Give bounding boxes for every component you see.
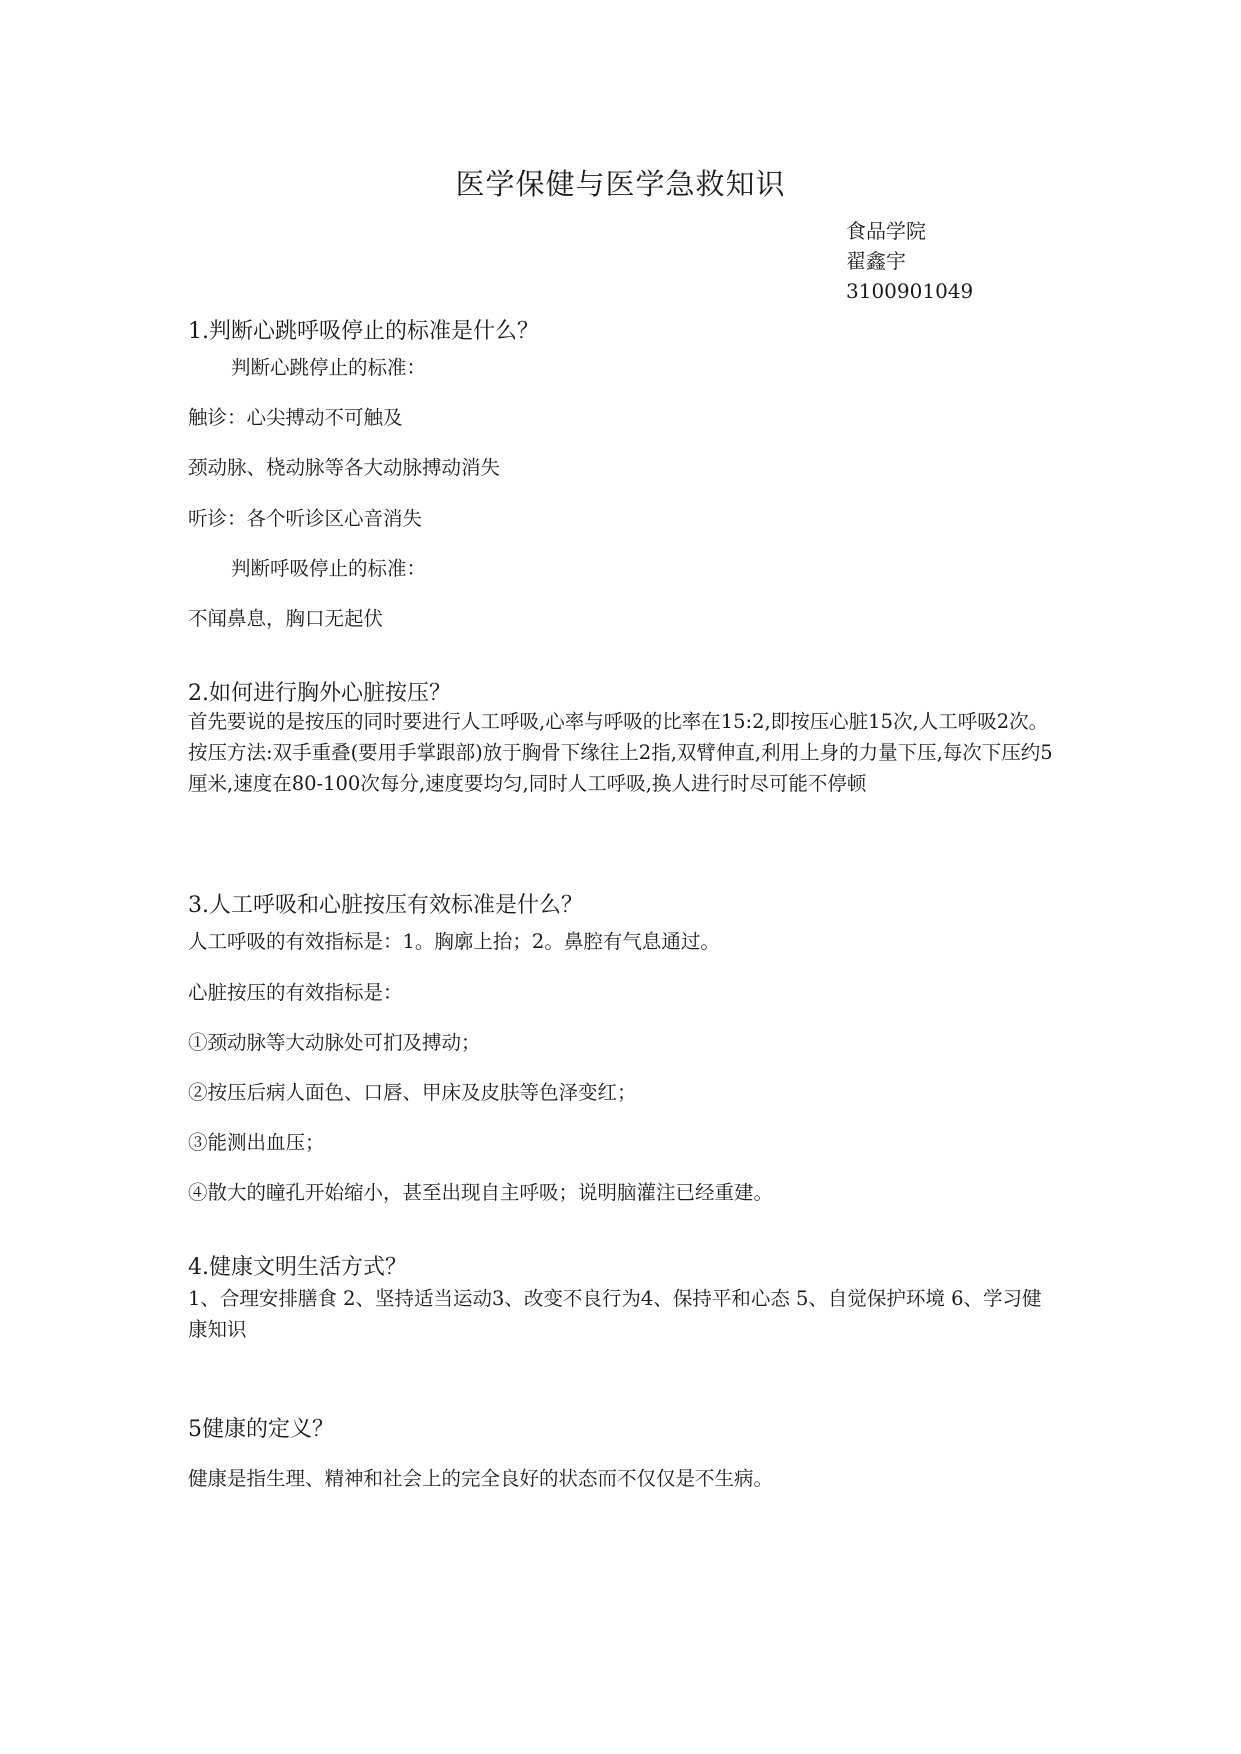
section-1-line: 判断呼吸停止的标准： — [231, 557, 427, 580]
section-1-line: 听诊：各个听诊区心音消失 — [188, 507, 423, 530]
author-name: 翟鑫宇 — [846, 249, 906, 273]
section-1-line: 触诊：心尖搏动不可触及 — [188, 406, 403, 429]
section-1-line: 颈动脉、桡动脉等各大动脉搏动消失 — [188, 456, 501, 479]
author-block — [846, 216, 973, 306]
section-2-paragraph: 首先要说的是按压的同时要进行人工呼吸,心率与呼吸的比率在15:2,即按压心脏15次,人工呼吸2次。按压方法:双手重叠(要用手掌跟部)放于胸骨下缘往上2指,双臂伸直,利用上身的力量下压,每次下压约5厘米,速度在80-100次每分,速度要均匀,同时人工呼吸,换人进行时尽可能不停顿 — [188, 710, 1053, 795]
section-3-line: ④散大的瞳孔开始缩小，甚至出现自主呼吸；说明脑灌注已经重建。 — [188, 1181, 774, 1204]
section-3-heading: 3.人工呼吸和心脏按压有效标准是什么？ — [188, 893, 583, 918]
author-college: 食品学院 — [846, 219, 926, 243]
section-5-line: 健康是指生理、精神和社会上的完全良好的状态而不仅仅是不生病。 — [188, 1467, 774, 1490]
section-3-line: 人工呼吸的有效指标是：1。胸廓上抬；2。鼻腔有气息通过。 — [188, 930, 720, 953]
section-1-line: 不闻鼻息，胸口无起伏 — [188, 607, 384, 630]
section-3-line: ③能测出血压； — [188, 1131, 325, 1154]
section-1-line: 判断心跳停止的标准： — [231, 356, 427, 379]
section-3-line: ①颈动脉等大动脉处可扪及搏动； — [188, 1031, 481, 1054]
section-3-line: 心脏按压的有效指标是： — [188, 981, 403, 1004]
author-student-id: 3100901049 — [846, 279, 974, 303]
section-2-heading: 2.如何进行胸外心脏按压？ — [188, 681, 451, 706]
section-4-heading: 4.健康文明生活方式？ — [188, 1255, 407, 1280]
document-title: 医学保健与医学急救知识 — [455, 167, 786, 201]
section-5-heading: 5健康的定义？ — [188, 1417, 334, 1442]
section-1-heading: 1.判断心跳呼吸停止的标准是什么？ — [188, 319, 539, 344]
section-3-line: ②按压后病人面色、口唇、甲床及皮肤等色泽变红； — [188, 1081, 637, 1104]
section-4-paragraph: 1、合理安排膳食 2、坚持适当运动3、改变不良行为4、保持平和心态 5、自觉保护环境 6、学习健康知识 — [188, 1287, 1042, 1341]
